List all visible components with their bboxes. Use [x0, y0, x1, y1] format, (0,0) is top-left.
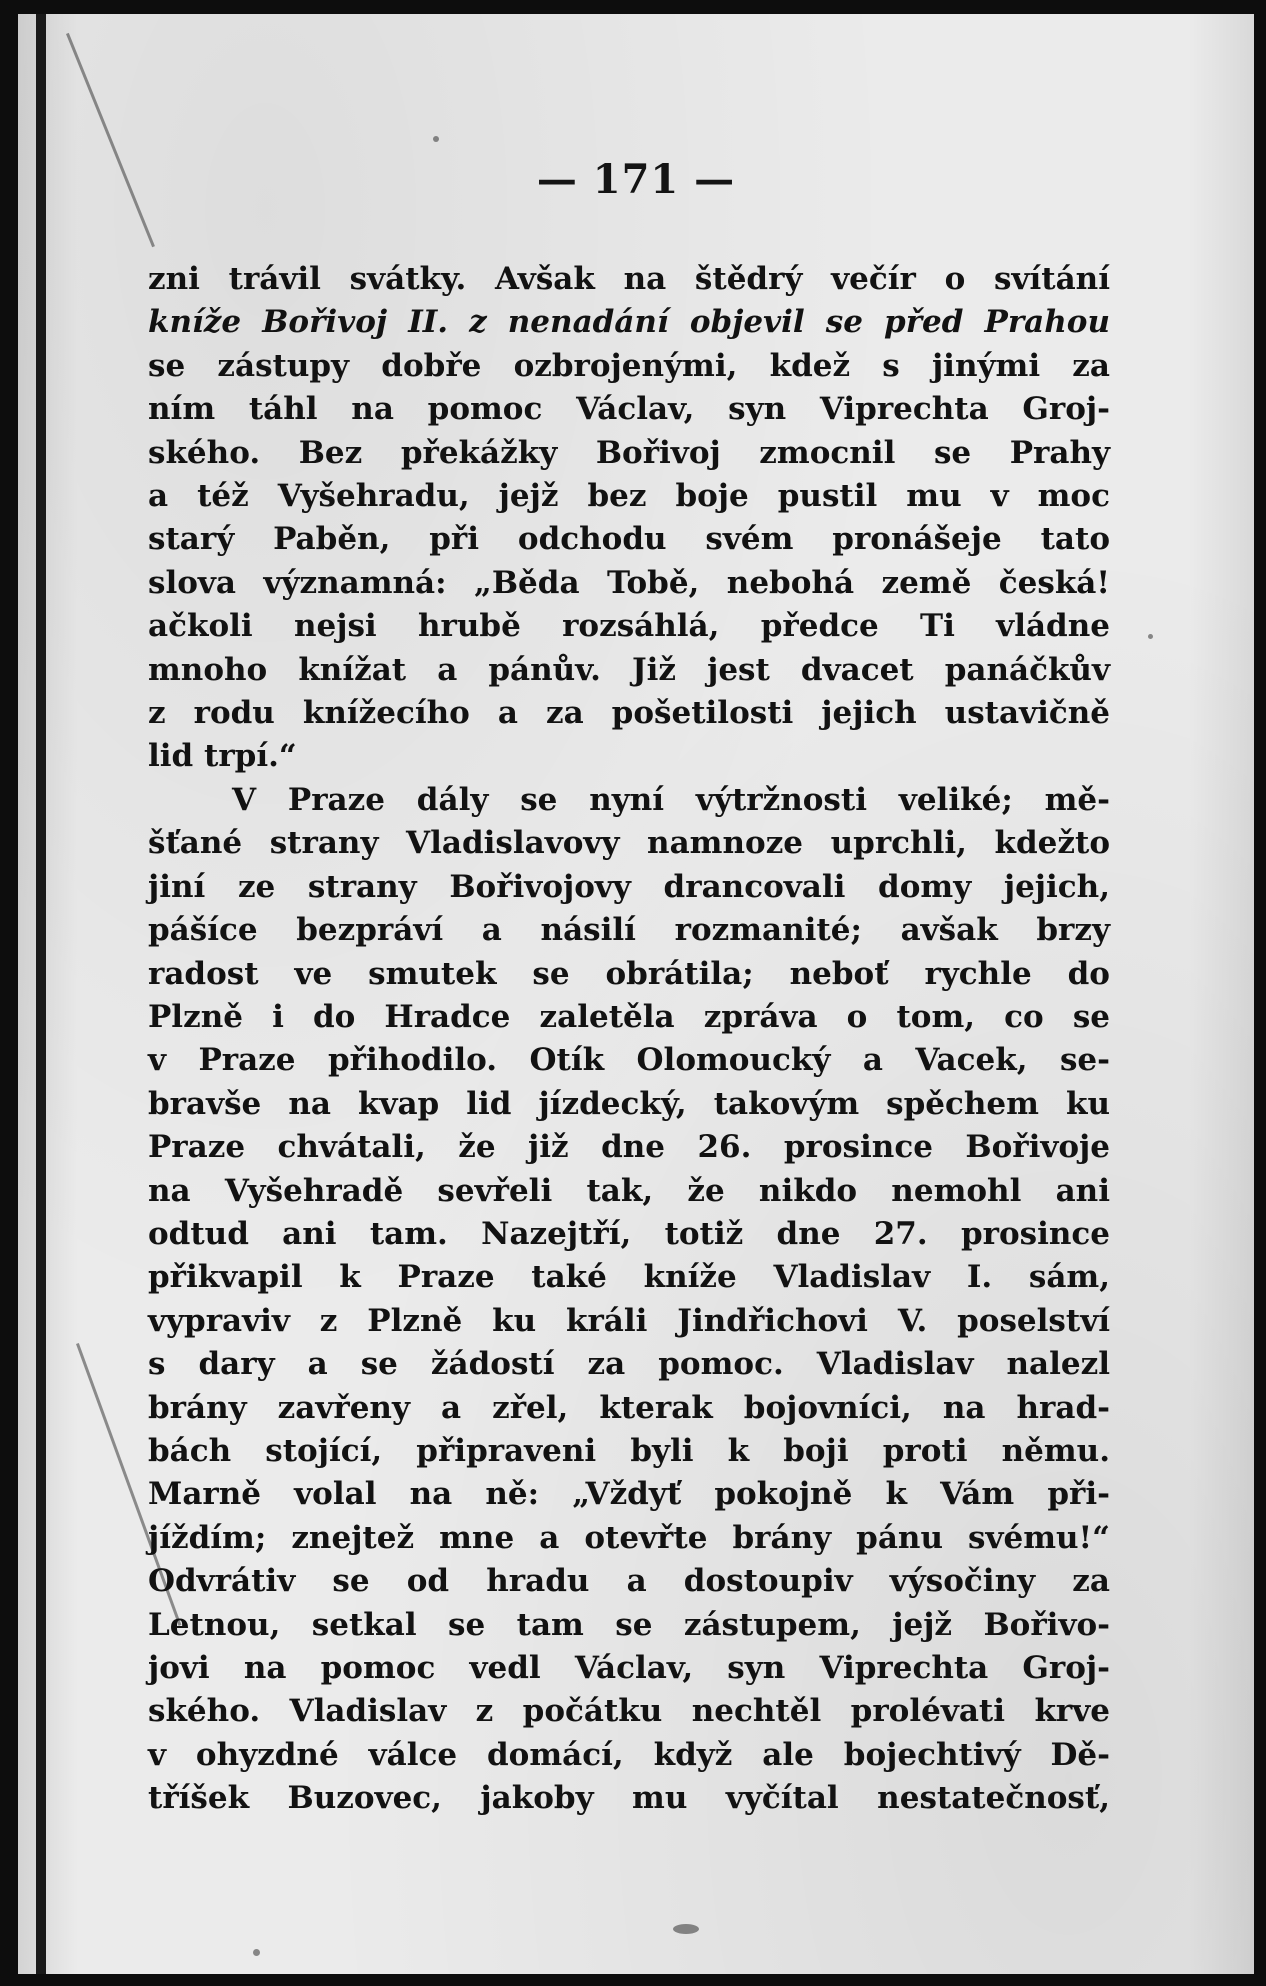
text-line: v Praze přihodilo. Otík Olomoucký a Vacek, se- — [148, 1042, 1110, 1079]
text-line: mnoho knížat a pánův. Již jest dvacet panáčkův — [148, 651, 1110, 688]
text-line: slova významná: „Běda Tobě, nebohá země česká! — [148, 564, 1110, 601]
text-line: Odvrátiv se od hradu a dostoupiv výsočiny za — [148, 1563, 1110, 1600]
text-line: se zástupy dobře ozbrojenými, kdež s jinými za — [148, 347, 1110, 384]
text-line: na Vyšehradě sevřeli tak, že nikdo nemohl ani — [148, 1172, 1110, 1209]
book-page — [18, 14, 1254, 1974]
text-line: pášíce bezpráví a násilí rozmanité; avšak brzy — [148, 912, 1110, 949]
text-line: v ohyzdné válce domácí, když ale bojechtivý Dě- — [148, 1736, 1110, 1773]
text-line: jovi na pomoc vedl Václav, syn Viprechta Groj- — [148, 1650, 1110, 1686]
text-line: ského. Vladislav z počátku nechtěl prolévati krve — [148, 1693, 1110, 1730]
text-line: kníže Bořivoj II. z nenadání objevil se před Prahou — [148, 304, 1110, 341]
scratch-mark — [66, 33, 155, 247]
body-text — [148, 258, 1110, 1821]
text-line: brány zavřeny a zřel, kterak bojovníci, na hrad- — [148, 1389, 1110, 1426]
text-line: zni trávil svátky. Avšak na štědrý večír o svítání — [148, 261, 1110, 297]
text-line: a též Vyšehradu, jejž bez boje pustil mu v moc — [148, 478, 1110, 515]
page-number: — 171 — — [536, 156, 736, 203]
text-line: Plzně i do Hradce zaletěla zpráva o tom, co se — [148, 998, 1110, 1035]
paper-speck — [1148, 634, 1153, 639]
text-line: bravše na kvap lid jízdecký, takovým spěchem ku — [148, 1085, 1110, 1122]
paper-speck — [673, 1924, 699, 1934]
text-line: přikvapil k Praze také kníže Vladislav I. sám, — [148, 1259, 1110, 1296]
text-line: Letnou, setkal se tam se zástupem, jejž Bořivo- — [148, 1606, 1110, 1643]
text-line: starý Paběn, při odchodu svém pronášeje tato — [148, 521, 1110, 558]
text-line: V Praze dály se nyní výtržnosti veliké; mě- — [232, 781, 1110, 818]
page-edge-shadow — [36, 14, 46, 1974]
text-line: jíždím; znejtež mne a otevřte brány pánu svému!“ — [148, 1519, 1110, 1556]
paper-speck — [433, 136, 439, 142]
text-line: z rodu knížecího a za pošetilosti jejich ustavičně — [148, 695, 1110, 732]
text-line: vypraviv z Plzně ku králi Jindřichovi V. poselství — [148, 1302, 1110, 1339]
text-line: bách stojící, připraveni byli k boji proti němu. — [148, 1432, 1110, 1469]
text-line: jiní ze strany Bořivojovy drancovali domy jejich, — [148, 868, 1110, 905]
text-line: ačkoli nejsi hrubě rozsáhlá, předce Ti vládne — [148, 608, 1110, 645]
text-line: Marně volal na ně: „Vždyť pokojně k Vám při- — [148, 1476, 1110, 1513]
text-line: Praze chvátali, že již dne 26. prosince Bořivoje — [148, 1129, 1110, 1166]
paper-speck — [253, 1949, 260, 1956]
text-line: radost ve smutek se obrátila; neboť rychle do — [148, 955, 1110, 992]
text-line: odtud ani tam. Nazejtří, totiž dne 27. prosince — [148, 1215, 1110, 1252]
text-line: ním táhl na pomoc Václav, syn Viprechta Groj- — [148, 391, 1110, 428]
text-line: šťané strany Vladislavovy namnoze uprchli, kdežto — [148, 825, 1110, 862]
text-line: lid trpí.“ — [148, 738, 297, 775]
text-line: tříšek Buzovec, jakoby mu vyčítal nestatečnosť, — [148, 1780, 1110, 1817]
text-line: ského. Bez překážky Bořivoj zmocnil se Prahy — [148, 434, 1110, 471]
text-line: s dary a se žádostí za pomoc. Vladislav nalezl — [148, 1346, 1110, 1383]
